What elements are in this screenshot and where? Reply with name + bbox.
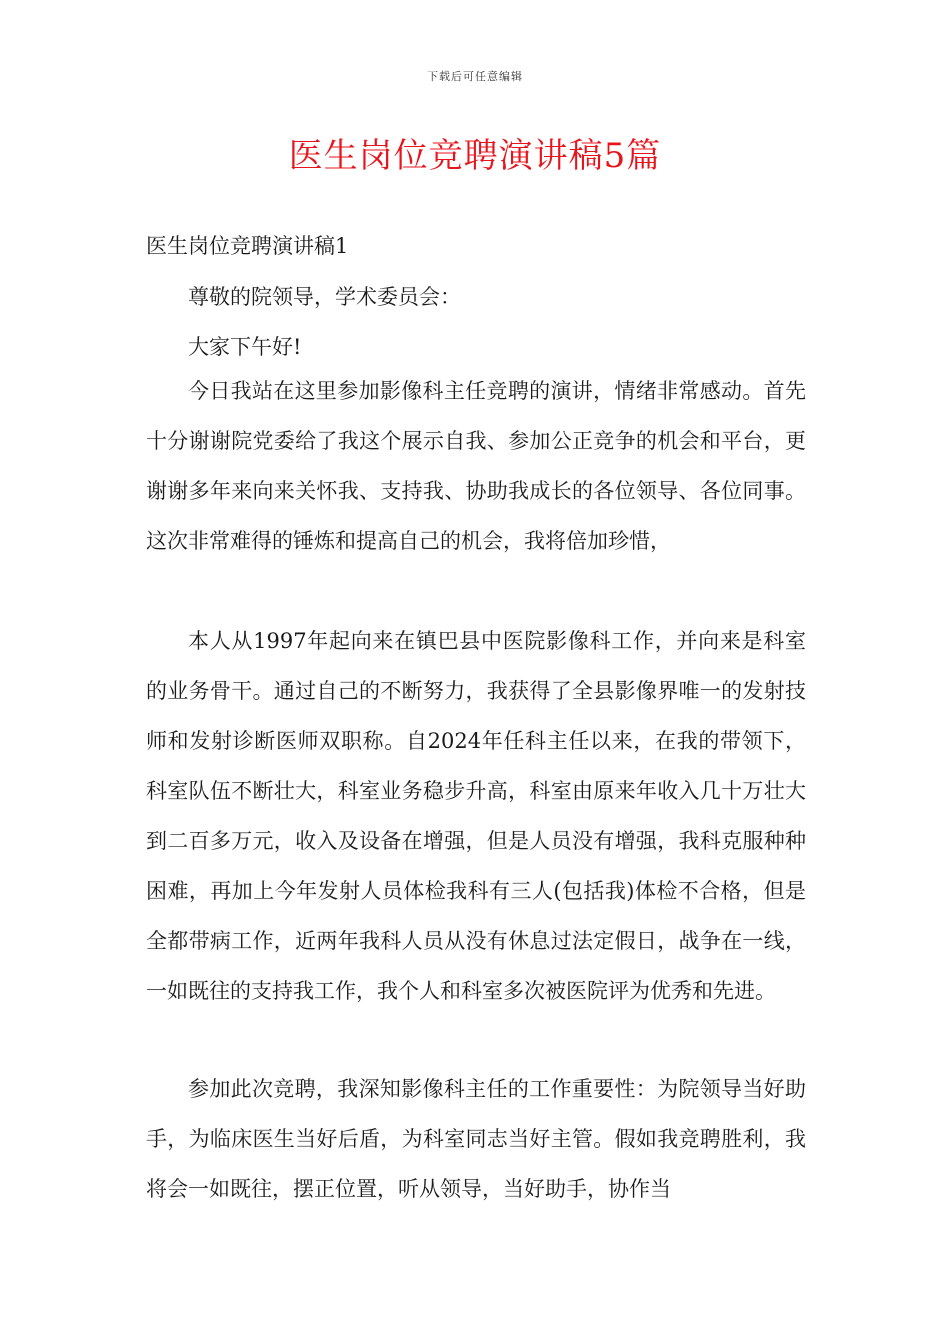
document-title: 医生岗位竞聘演讲稿5篇: [288, 136, 662, 176]
commitment-paragraph: 参加此次竞聘，我深知影像科主任的工作重要性：为院领导当好助手，为临床医生当好后盾，为科室同志当好主管。假如我竞聘胜利，我将会一如既往，摆正位置，听从领导，当好助手，协作当: [146, 1077, 806, 1201]
section-title: 医生岗位竞聘演讲稿1: [146, 234, 349, 258]
salutation-paragraph: 尊敬的院领导，学术委员会：: [188, 285, 461, 309]
experience-paragraph: 本人从1997年起向来在镇巴县中医院影像科工作，并向来是科室的业务骨干。通过自己的不断努力，我获得了全县影像界唯一的发射技师和发射诊断医师双职称。自2024年任科主任以来，在我的带领下，科室队伍不断壮大，科室业务稳步升高，科室由原来年收入几十万壮大到二百多万元，收入及设备在增强，但是人员没有增强，我科克服种种困难，再加上今年发射人员体检我科有三人(包括我)体检不合格，但是全都带病工作，近两年我科人员从没有休息过法定假日，战争在一线，一如既往的支持我工作，我个人和科室多次被医院评为优秀和先进。: [146, 629, 806, 1003]
intro-paragraph: 今日我站在这里参加影像科主任竞聘的演讲，情绪非常感动。首先十分谢谢院党委给了我这个展示自我、参加公正竞争的机会和平台，更谢谢多年来向来关怀我、支持我、协助我成长的各位领导、各位同事。这次非常难得的锤炼和提高自己的机会，我将倍加珍惜，: [146, 379, 806, 553]
greeting-paragraph: 大家下午好!: [188, 335, 302, 359]
header-note: 下载后可任意编辑: [427, 70, 523, 83]
